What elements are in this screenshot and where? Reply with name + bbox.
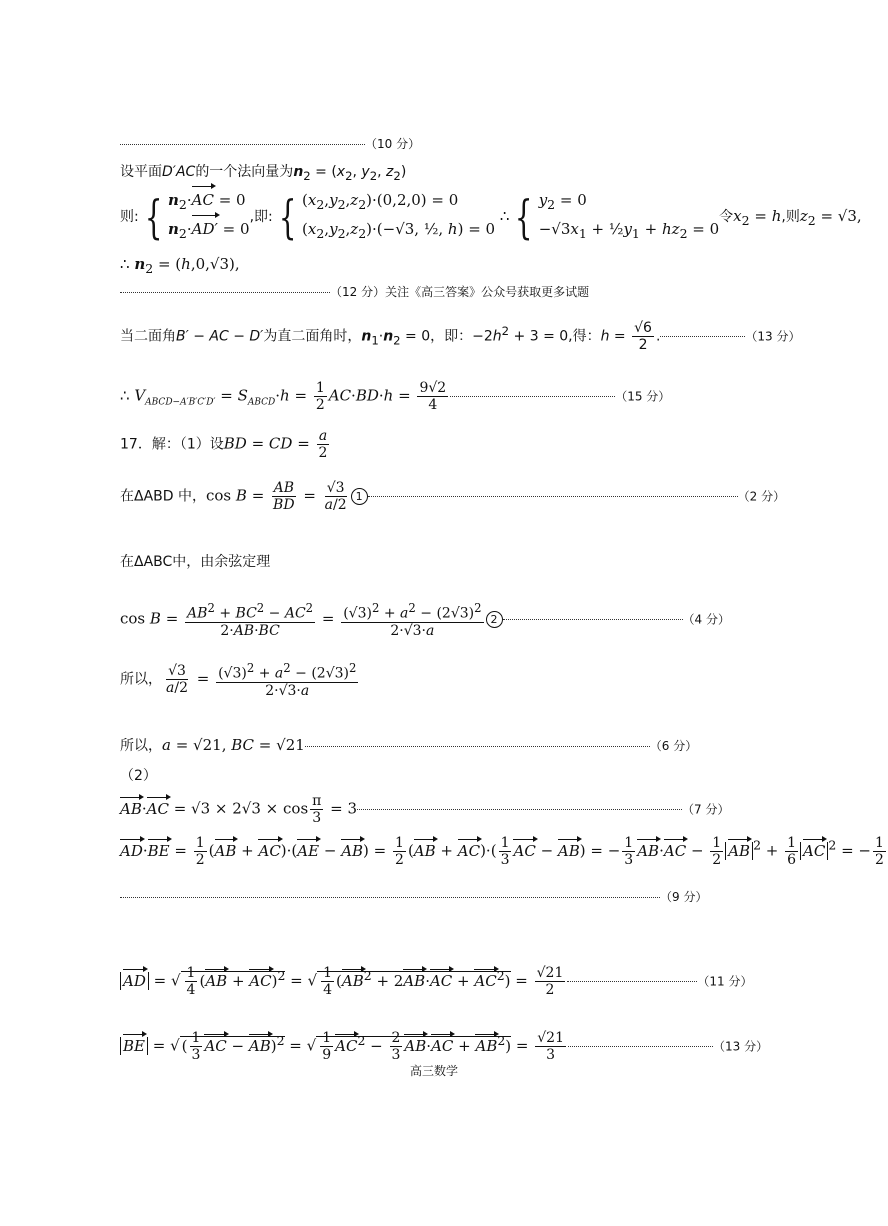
score-line-10: （10 分） xyxy=(120,133,420,154)
normal-vector-statement: 设平面D′AC的一个法向量为$n_2 = (x_2$, $y_2$, $z_2$) xyxy=(120,164,407,183)
promo-text: 关注《高三答案》公众号获取更多试题 xyxy=(385,285,590,299)
page-footer: 高三数学 xyxy=(410,1064,459,1078)
cos-b-abd: 在ΔABD 中，cos B = $\frac{AB}{BD}$ = $\frac{√3}{a/2}$ 1 （2 分） xyxy=(120,480,786,513)
normal-vector-result: ∴ $n_2 = (h,0,√3)$, xyxy=(120,255,240,276)
magnitude-be: BE = √ ( $\frac{1}{3}$ AC − AB)$^2$ = √ $\frac{1}{9}$ $AC^2$ − $\frac{2}{3}$ $AB\cdot AC + AB^2$) = $\frac{√21}{3}$ （13 分） xyxy=(120,1030,768,1063)
dot-product-ab-ac: AB·AC = √3 × 2√3 × cos $\frac{\pi}{3}$ = 3 （7 分） xyxy=(120,793,730,826)
result-a: 所以，a = √21, BC = √21 （6 分） xyxy=(120,736,698,754)
score-line-9: （9 分） xyxy=(120,886,707,907)
part-2-label: （2） xyxy=(120,768,157,784)
equation-system: 则: { $n_2\cdot AC = 0$ $n_2\cdot AD' = 0$ ,即: { $(x_2,y_2,z_2)\cdot(0,2,0) = 0$ $(x_2,y_2,z_2)\cdot(-√3$, ½, h) = 0 ∴ { $y_2 = 0$ $-√3x_1$ + $\frac{1}{2}y_1 + hz_2 = 0$ 令$x_2 = h$,则$z_2 = √3$, xyxy=(120,190,862,244)
problem-17: 17．解：（1）设BD = CD = $\frac{a}{2}$ xyxy=(120,428,328,461)
equation-equal: 所以， $\frac{√3}{a/2}$ = $\frac{(√3)^2 + a^2 - (2√3)^2}{2\cdot√3\cdot a}$ xyxy=(120,661,357,699)
score-line-12: （12 分）关注《高三答案》公众号获取更多试题 xyxy=(120,281,589,302)
volume-formula: ∴ $V_{ABCD-A'B'C'D'} = S_{ABCD}\cdot h$ = $\frac{1}{2}$ AC·BD·h = $\frac{9√2}{4}$ （15 分） xyxy=(120,380,671,413)
cos-b-formula: cos B = $\frac{AB^2 + BC^2 - AC^2}{2\cdot AB\cdot BC}$ = $\frac{(√3)^2 + a^2 - (2√3)^2}{2\cdot√3\cdot a}$ 2 （4 分） xyxy=(120,601,730,639)
dihedral-statement: 当二面角B′ − AC − D′为直二面角时，$n_1\cdot n_2 = 0$，即：$-2h^2 + 3 = 0$,得：h = $\frac{√6}{2}$ . （13 分） xyxy=(120,320,801,353)
magnitude-ad: AD = √ $\frac{1}{4}$ (AB + AC)$^2$ = √ $\frac{1}{4}$ $(AB^2 + 2AB\cdot AC + AC^2)$ = $\frac{√21}{2}$ （11 分） xyxy=(120,965,752,998)
dot-product-ad-be: AD·BE = $\frac{1}{2}$ (AB + AC)·(AE − AB) = $\frac{1}{2}$ (AB + AC)·( $\frac{1}{3}$ AC − AB) = − $\frac{1}{3}$ AB·AC − $\frac{1}{2}$ AB $^2$ + $\frac{1}{6}$ AC $^2$ = − $\frac{1}{2}$ xyxy=(120,835,884,868)
in-abc-cosine-law: 在ΔABC中，由余弦定理 xyxy=(120,554,271,570)
